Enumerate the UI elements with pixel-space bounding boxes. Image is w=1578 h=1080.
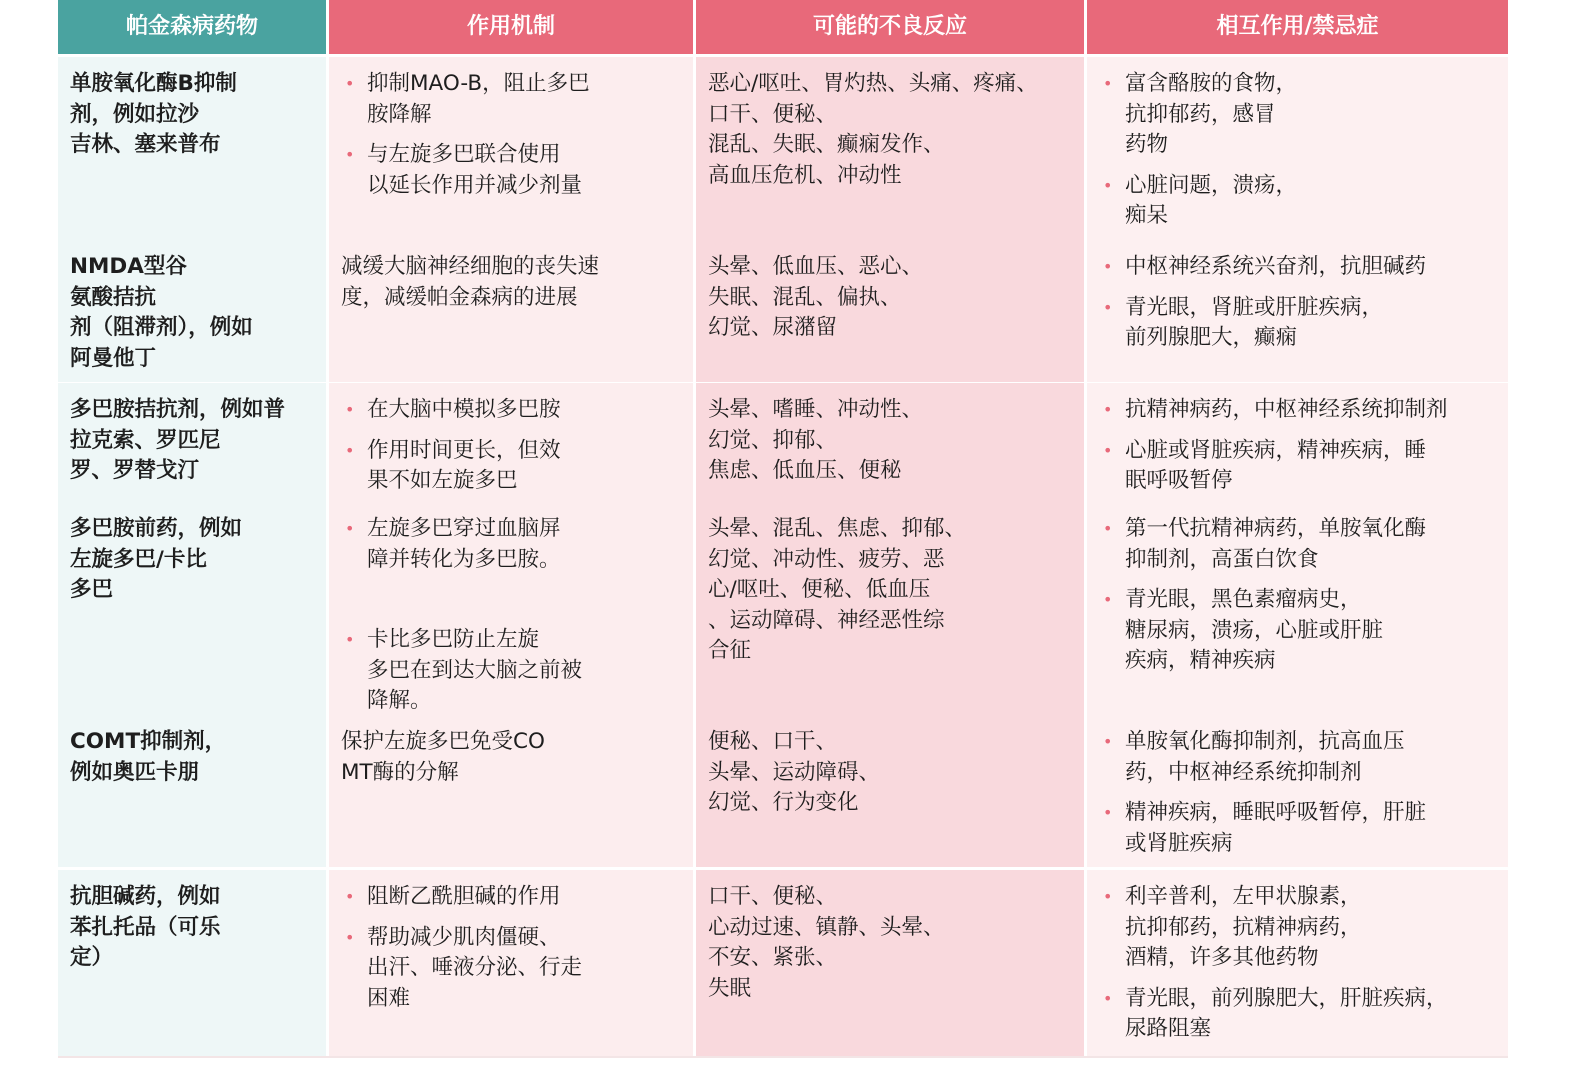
bullet-item (1099, 984, 1496, 1045)
side-effects-cell (693, 715, 1084, 867)
text-line: 眠呼吸暂停 (1125, 468, 1233, 493)
bullet-dot-icon: • (1103, 257, 1113, 276)
bullet-dot-icon: • (345, 440, 355, 460)
text-line: 中枢神经系统兴奋剂，抗胆碱药 (1125, 254, 1427, 279)
mechanism-cell (326, 57, 693, 240)
side-effects-cell (693, 870, 1084, 1056)
text-line: 第一代抗精神病药，单胺氧化酶 (1125, 516, 1427, 541)
interactions-cell (1084, 715, 1508, 867)
bullet-item (1099, 395, 1496, 426)
table-row (58, 499, 1508, 712)
text-line: 障并转化为多巴胺。 (367, 546, 561, 572)
text-line: 抑制MAO-B，阻止多巴 (367, 71, 590, 96)
bullet-item (1099, 585, 1496, 677)
text-line: 抗胆碱药，例如 (70, 884, 221, 909)
bullet-dot-icon: • (1103, 519, 1113, 538)
text-line: 便秘、口干、 (708, 729, 838, 754)
text-line: 多巴 (70, 577, 114, 602)
text-line: 定） (70, 945, 114, 970)
side-effects-cell (693, 240, 1084, 382)
bullet-dot-icon: • (1103, 887, 1113, 906)
bullet-dot-icon: • (1103, 175, 1113, 195)
side-effects-cell (693, 383, 1084, 505)
interactions-cell (1084, 240, 1508, 382)
bullet-item (1099, 69, 1496, 161)
text-line: 氨酸拮抗 (70, 284, 157, 310)
bullet-dot-icon: • (1103, 732, 1113, 751)
text-line: 失眠 (708, 975, 752, 1001)
text-line: 幻觉、行为变化 (708, 790, 859, 815)
text-line: 阿曼他丁 (70, 345, 157, 371)
bullet-item (1099, 727, 1496, 788)
header-interactions: 相互作用/禁忌症 (1084, 0, 1508, 54)
text-line: 抗抑郁药，感冒 (1125, 101, 1276, 127)
text-line: 失眠、混乱、偏执、 (708, 284, 902, 310)
drug-cell (58, 57, 326, 240)
text-line: 焦虑、低血压、便秘 (708, 458, 902, 483)
text-line: 苯扎托品（可乐 (70, 914, 221, 940)
bullet-item (341, 69, 681, 130)
header-mechanism: 作用机制 (326, 0, 693, 54)
side-effects-cell (693, 502, 1084, 725)
text-line: 青光眼，黑色素瘤病史， (1125, 587, 1362, 612)
text-line: 头晕、低血压、恶心、 (708, 254, 924, 279)
bullet-dot-icon: • (345, 74, 355, 93)
text-line: 在大脑中模拟多巴胺 (367, 397, 561, 422)
text-line: 罗、罗替戈汀 (70, 458, 200, 483)
text-line: 拉克索、罗匹尼 (70, 427, 221, 453)
mechanism-cell (326, 502, 693, 725)
table-row (58, 867, 1508, 1056)
text-line: 例如奥匹卡朋 (70, 759, 200, 785)
text-line: 单胺氧化酶B抑制 (70, 71, 237, 96)
bullet-item (341, 514, 681, 575)
bullet-dot-icon: • (345, 887, 355, 906)
bullet-dot-icon: • (345, 630, 355, 649)
text-line: 混乱、失眠、癫痫发作、 (708, 132, 945, 157)
bullet-dot-icon: • (1103, 74, 1113, 93)
interactions-cell (1084, 383, 1508, 505)
text-line: 胺降解 (367, 101, 432, 127)
drug-table (58, 0, 1508, 1056)
text-line: 幻觉、冲动性、疲劳、恶 (708, 546, 945, 572)
interactions-cell (1084, 57, 1508, 240)
bullet-dot-icon: • (1103, 297, 1113, 317)
text-line: 尿路阻塞 (1125, 1016, 1212, 1041)
text-line: 出汗、唾液分泌、行走 (367, 955, 583, 980)
text-line: 精神疾病，睡眠呼吸暂停，肝脏 (1125, 800, 1427, 825)
text-line: 多巴在到达大脑之前被 (367, 657, 583, 683)
text-line: 糖尿病，溃疡，心脏或肝脏 (1125, 617, 1384, 643)
text-line: 、运动障碍、神经恶性综 (708, 607, 945, 633)
bullet-item (1099, 293, 1496, 354)
mechanism-cell (326, 870, 693, 1056)
text-line: 帮助减少肌肉僵硬、 (367, 924, 561, 950)
table-row (58, 380, 1508, 499)
text-line: NMDA型谷 (70, 254, 187, 279)
text-line: 保护左旋多巴免受CO (341, 729, 545, 754)
text-line: 作用时间更长，但效 (367, 437, 561, 463)
text-line: 多巴胺前药，例如 (70, 516, 243, 541)
text-line: 合征 (708, 638, 752, 663)
text-line: MT酶的分解 (341, 759, 459, 785)
bullet-dot-icon: • (345, 145, 355, 164)
text-line: 果不如左旋多巴 (367, 468, 518, 493)
text-line: 药物 (1125, 132, 1169, 157)
text-line: 卡比多巴防止左旋 (367, 627, 540, 652)
bullet-item (1099, 252, 1496, 283)
text-line: 口干、便秘、 (708, 884, 838, 909)
bullet-dot-icon: • (345, 400, 355, 419)
interactions-cell (1084, 502, 1508, 725)
text-line: 疾病，精神疾病 (1125, 648, 1276, 673)
table-header (58, 0, 1508, 54)
header-side-effects: 可能的不良反应 (693, 0, 1084, 54)
bullet-item (341, 625, 681, 717)
bullet-dot-icon: • (345, 927, 355, 947)
text-line: 高血压危机、冲动性 (708, 162, 902, 188)
text-line: 头晕、运动障碍、 (708, 759, 881, 785)
bullet-item (341, 395, 681, 426)
interactions-cell (1084, 870, 1508, 1056)
drug-cell (58, 240, 326, 382)
mechanism-cell (326, 240, 693, 382)
drug-cell (58, 502, 326, 725)
text-line: 抑制剂，高蛋白饮食 (1125, 546, 1319, 572)
drug-cell (58, 383, 326, 505)
text-line: 与左旋多巴联合使用 (367, 142, 561, 167)
bullet-item (341, 882, 681, 913)
text-line: 左旋多巴穿过血脑屏 (367, 516, 561, 541)
bullet-dot-icon: • (1103, 400, 1113, 419)
bullet-item (1099, 171, 1496, 232)
text-line: 降解。 (367, 688, 432, 713)
table-row (58, 712, 1508, 867)
bullet-item (1099, 882, 1496, 974)
text-line: 不安、紧张、 (708, 945, 838, 970)
text-line: 头晕、混乱、焦虑、抑郁、 (708, 516, 967, 541)
text-line: 青光眼，前列腺肥大，肝脏疾病， (1125, 985, 1448, 1011)
text-line: 青光眼，肾脏或肝脏疾病， (1125, 294, 1384, 320)
text-line: 或肾脏疾病 (1125, 830, 1233, 856)
bullet-item (1099, 798, 1496, 859)
mechanism-cell (326, 383, 693, 505)
mechanism-cell (326, 715, 693, 867)
bullet-item (1099, 436, 1496, 497)
bullet-item (341, 923, 681, 1015)
text-line: COMT抑制剂， (70, 729, 227, 754)
spacer (341, 585, 681, 625)
bullet-dot-icon: • (1103, 988, 1113, 1008)
header-drug: 帕金森病药物 (58, 0, 326, 54)
text-line: 口干、便秘、 (708, 101, 838, 127)
text-line: 抗精神病药，中枢神经系统抑制剂 (1125, 397, 1448, 422)
drug-cell (58, 870, 326, 1056)
text-line: 幻觉、抑郁、 (708, 427, 838, 453)
bullet-dot-icon: • (1103, 803, 1113, 822)
text-line: 以延长作用并减少剂量 (367, 172, 583, 198)
text-line: 度，减缓帕金森病的进展 (341, 284, 578, 310)
bullet-item (341, 436, 681, 497)
text-line: 恶心/呕吐、胃灼热、头痛、疼痛、 (708, 71, 1038, 96)
text-line: 剂，例如拉沙 (70, 101, 200, 127)
text-line: 心脏或肾脏疾病，精神疾病，睡 (1125, 437, 1427, 463)
bullet-item (1099, 514, 1496, 575)
bullet-dot-icon: • (1103, 440, 1113, 460)
text-line: 药，中枢神经系统抑制剂 (1125, 759, 1362, 785)
text-line: 痴呆 (1125, 203, 1169, 228)
drug-cell (58, 715, 326, 867)
text-line: 吉林、塞来普布 (70, 132, 221, 157)
text-line: 幻觉、尿潴留 (708, 315, 838, 340)
text-line: 利辛普利，左甲状腺素， (1125, 884, 1362, 909)
text-line: 阻断乙酰胆碱的作用 (367, 884, 561, 909)
table-row (58, 237, 1508, 380)
text-line: 心/呕吐、便秘、低血压 (708, 577, 931, 602)
text-line: 前列腺肥大，癫痫 (1125, 325, 1298, 350)
bullet-dot-icon: • (345, 519, 355, 538)
table-row (58, 54, 1508, 237)
text-line: 单胺氧化酶抑制剂，抗高血压 (1125, 729, 1405, 754)
text-line: 抗抑郁药，抗精神病药， (1125, 914, 1362, 940)
table-bottom-divider (58, 1056, 1508, 1058)
text-line: 富含酪胺的食物， (1125, 71, 1298, 96)
bullet-item (341, 140, 681, 201)
text-line: 头晕、嗜睡、冲动性、 (708, 397, 924, 422)
text-line: 心脏问题，溃疡， (1125, 172, 1298, 198)
side-effects-cell (693, 57, 1084, 240)
text-line: 减缓大脑神经细胞的丧失速 (341, 254, 600, 279)
text-line: 心动过速、镇静、头晕、 (708, 914, 945, 940)
text-line: 困难 (367, 985, 411, 1011)
text-line: 剂（阻滞剂），例如 (70, 315, 253, 340)
bullet-dot-icon: • (1103, 590, 1113, 609)
text-line: 多巴胺拮抗剂，例如普 (70, 397, 286, 422)
text-line: 左旋多巴/卡比 (70, 546, 207, 572)
text-line: 酒精，许多其他药物 (1125, 945, 1319, 970)
